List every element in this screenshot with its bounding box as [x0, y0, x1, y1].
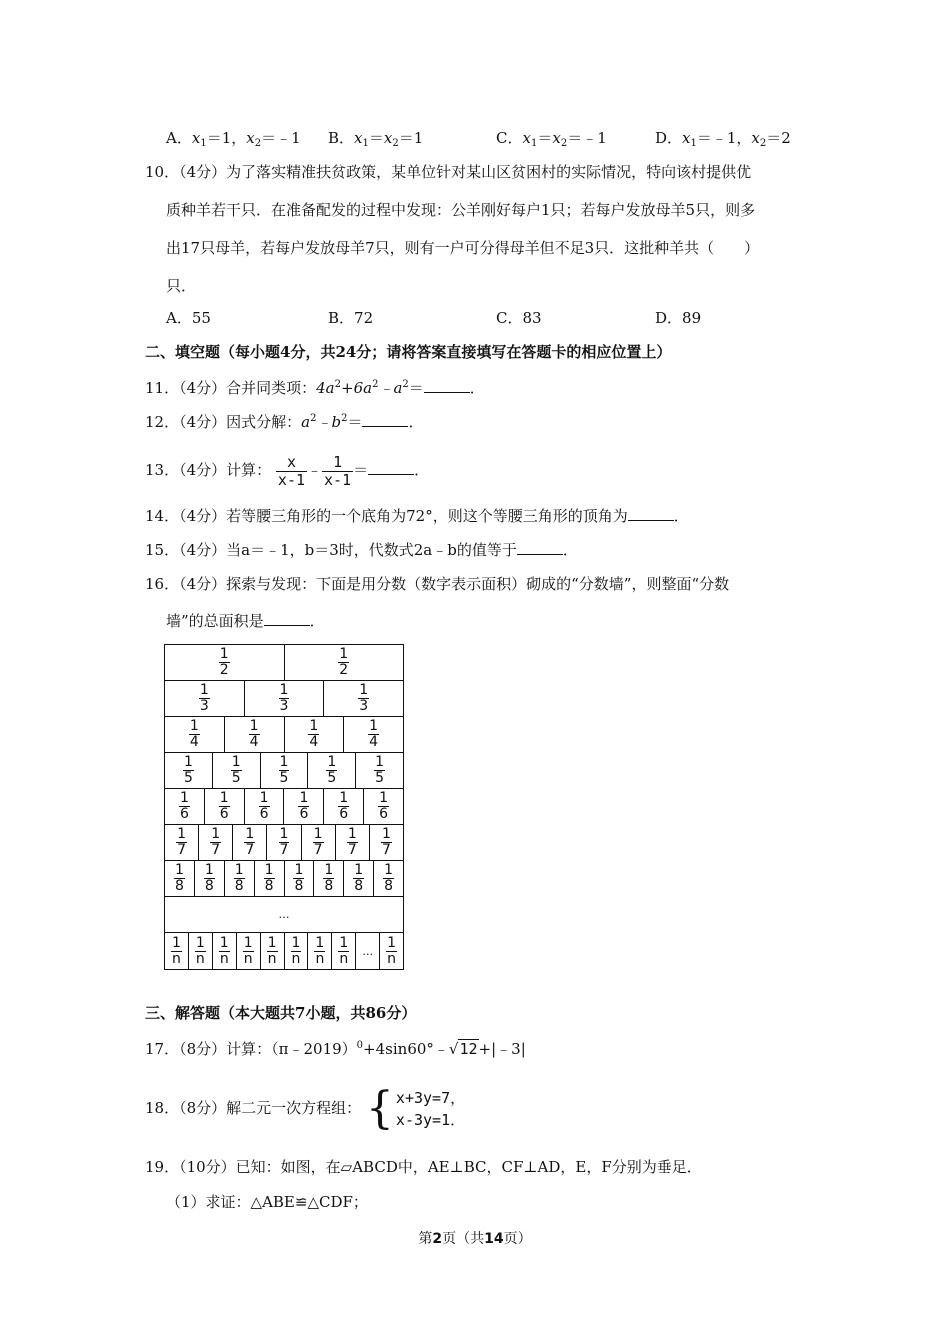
fraction — [176, 827, 187, 858]
fraction-denominator: 8 — [234, 878, 244, 894]
footer-post: 页） — [503, 1231, 532, 1247]
fraction — [279, 683, 290, 714]
fraction-denominator: 8 — [204, 878, 214, 894]
wall-cell — [261, 753, 309, 788]
footer-mid: 页（共 — [442, 1231, 485, 1247]
q13-f2-den: x-1 — [324, 470, 352, 489]
wall-row-7 — [165, 825, 403, 861]
fraction-numerator: 1 — [243, 934, 253, 951]
fraction-numerator: 1 — [339, 934, 349, 951]
q18-prefix: 18．（8分）解二元一次方程组： — [145, 1099, 362, 1117]
fraction-numerator: 1 — [384, 862, 394, 878]
q10-option-d: D．89 — [655, 309, 702, 327]
fraction — [243, 936, 254, 967]
wall-cell — [225, 861, 255, 896]
wall-cell — [285, 933, 309, 969]
q13-fraction-1 — [276, 454, 307, 489]
wall-cell — [195, 861, 225, 896]
q16-line2 — [166, 611, 325, 631]
q18-equation-system — [365, 1083, 466, 1134]
q17-exp: 0 — [356, 1040, 364, 1051]
fraction-denominator: 8 — [174, 878, 184, 894]
wall-cell — [165, 933, 189, 969]
fraction — [383, 863, 394, 894]
fraction-numerator: 1 — [219, 934, 229, 951]
fraction-denominator: 5 — [231, 770, 241, 786]
fraction-denominator: 7 — [313, 842, 323, 858]
q10-line3: 出17只母羊，若每户发放母羊7只，则有一户可分得母羊但不足3只．这批种羊共（ ） — [166, 239, 760, 257]
fraction-numerator: 1 — [189, 718, 199, 734]
q13-prefix: 13．（4分）计算： — [145, 461, 272, 479]
fraction-numerator: 1 — [375, 754, 385, 770]
q12-prefix: 12．（4分）因式分解： — [145, 413, 302, 431]
wall-cell — [165, 861, 195, 896]
wall-cell — [374, 861, 403, 896]
q17-mid: +4sin60°﹣ — [363, 1040, 449, 1058]
fraction-numerator: 1 — [354, 862, 364, 878]
wall-cell — [225, 717, 285, 752]
fraction — [279, 827, 290, 858]
wall-cell — [165, 681, 245, 716]
footer-page-number: 2 — [432, 1231, 443, 1247]
q16-end: ． — [309, 612, 325, 630]
q11-answer-blank[interactable] — [424, 378, 470, 393]
footer-pre: 第 — [418, 1231, 433, 1247]
fraction — [244, 827, 255, 858]
fraction — [298, 791, 309, 822]
q19-sub1: （1）求证：△ABE≌△CDF； — [166, 1193, 368, 1211]
fraction-denominator: 6 — [219, 806, 229, 822]
fraction-numerator: 1 — [249, 718, 259, 734]
fraction-wall — [164, 644, 404, 970]
wall-cell — [213, 753, 261, 788]
fraction-denominator: 6 — [379, 806, 389, 822]
q12-b: ﹣b — [316, 413, 342, 431]
fraction — [183, 755, 194, 786]
fraction-denominator: 2 — [339, 662, 349, 678]
wall-cell — [324, 681, 403, 716]
fraction-denominator: 5 — [327, 770, 337, 786]
fraction-numerator: 1 — [339, 790, 349, 806]
fraction — [219, 936, 230, 967]
wall-row-n — [165, 933, 403, 969]
fraction-numerator: 1 — [211, 826, 221, 842]
fraction-numerator: 1 — [245, 826, 255, 842]
wall-cell — [285, 861, 315, 896]
fraction-numerator: 1 — [279, 826, 289, 842]
page-footer — [0, 1229, 950, 1249]
q11-term2: +6a — [341, 379, 373, 397]
fraction-denominator: 3 — [279, 698, 289, 714]
fraction — [279, 755, 290, 786]
q13-f1-num: x — [286, 452, 296, 471]
wall-cell — [285, 645, 404, 680]
wall-cell — [189, 933, 213, 969]
wall-row-8 — [165, 861, 403, 897]
q13-fraction-2 — [322, 454, 353, 489]
fraction-numerator: 1 — [279, 754, 289, 770]
footer-total-pages: 14 — [484, 1231, 504, 1247]
wall-cell — [344, 717, 403, 752]
fraction-numerator: 1 — [327, 754, 337, 770]
q10-option-a: A．55 — [166, 309, 211, 327]
wall-row-3 — [165, 681, 403, 717]
fraction-denominator: 8 — [324, 878, 334, 894]
q12-a: a — [301, 413, 311, 431]
wall-cell — [255, 861, 285, 896]
wall-row-2 — [165, 645, 403, 681]
section2-title: 二、填空题（每小题4分，共24分；请将答案直接填写在答题卡的相应位置上） — [145, 343, 672, 361]
ellipsis: … — [278, 908, 290, 921]
fraction — [291, 936, 302, 967]
fraction — [368, 719, 379, 750]
wall-cell — [165, 645, 285, 680]
fraction — [231, 755, 242, 786]
fraction — [210, 827, 221, 858]
wall-cell — [308, 933, 332, 969]
q16-line1: 16．（4分）探索与发现：下面是用分数（数字表示面积）砌成的“分数墙”，则整面“分数 — [145, 575, 730, 593]
q18-brace: { — [365, 1083, 394, 1134]
fraction — [264, 863, 275, 894]
q15 — [145, 540, 578, 560]
ellipsis: … — [362, 944, 374, 958]
fraction — [259, 791, 270, 822]
q15-text: 15．（4分）当a＝﹣1，b＝3时，代数式2a﹣b的值等于 — [145, 541, 517, 559]
q11-end: ． — [469, 379, 485, 397]
fraction-denominator: 7 — [211, 842, 221, 858]
fraction — [338, 647, 349, 678]
section3-title: 三、解答题（本大题共7小题，共86分） — [145, 1004, 417, 1022]
fraction-denominator: 8 — [354, 878, 364, 894]
q10-line4: 只． — [166, 277, 197, 295]
fraction — [174, 863, 185, 894]
wall-row-4 — [165, 717, 403, 753]
fraction — [199, 683, 210, 714]
fraction — [219, 647, 230, 678]
q13-f2-num: 1 — [333, 452, 343, 471]
fraction — [249, 719, 260, 750]
q13-answer-blank[interactable] — [368, 460, 414, 475]
fraction-numerator: 1 — [294, 862, 304, 878]
fraction-denominator: n — [267, 950, 277, 967]
fraction — [204, 863, 215, 894]
fraction-numerator: 1 — [171, 934, 181, 951]
wall-cell — [308, 753, 356, 788]
fraction — [314, 936, 325, 967]
q11-prefix: 11．（4分）合并同类项： — [145, 379, 317, 397]
wall-cell — [324, 789, 364, 824]
q13-minus: ﹣ — [307, 461, 323, 479]
q12-answer-blank[interactable] — [362, 412, 408, 427]
fraction-numerator: 1 — [204, 862, 214, 878]
fraction — [323, 863, 334, 894]
fraction-denominator: n — [387, 950, 397, 967]
wall-cell — [165, 753, 213, 788]
fraction-numerator: 1 — [339, 646, 349, 662]
fraction-numerator: 1 — [369, 718, 379, 734]
q11 — [145, 378, 485, 398]
fraction-denominator: 6 — [179, 806, 189, 822]
fraction — [381, 827, 392, 858]
fraction-numerator: 1 — [219, 790, 229, 806]
wall-cell — [245, 789, 285, 824]
fraction-numerator: 1 — [359, 682, 369, 698]
fraction-numerator: 1 — [315, 934, 325, 951]
q12-end: ． — [408, 413, 424, 431]
wall-cell — [213, 933, 237, 969]
q17-prefix: 17．（8分）计算：（π﹣2019） — [145, 1040, 357, 1058]
wall-cell — [245, 681, 325, 716]
fraction-denominator: 3 — [359, 698, 369, 714]
q10-option-c: C．83 — [496, 309, 542, 327]
fraction-denominator: n — [243, 950, 253, 967]
wall-cell — [165, 825, 199, 860]
q11-exp1: 2 — [334, 379, 342, 390]
fraction-numerator: 1 — [387, 934, 397, 951]
fraction — [338, 936, 349, 967]
q11-term1: 4a — [316, 379, 335, 397]
fraction-denominator: n — [315, 950, 325, 967]
q17-sqrt: √12 — [448, 1040, 478, 1058]
fraction-numerator: 1 — [264, 862, 274, 878]
fraction-denominator: 7 — [347, 842, 357, 858]
fraction-denominator: 3 — [199, 698, 209, 714]
wall-cell — [165, 789, 205, 824]
fraction — [308, 719, 319, 750]
fraction — [293, 863, 304, 894]
wall-row-5 — [165, 753, 403, 789]
fraction-numerator: 1 — [379, 790, 389, 806]
wall-row-6 — [165, 789, 403, 825]
fraction — [386, 936, 397, 967]
fraction — [347, 827, 358, 858]
fraction-numerator: 1 — [219, 646, 229, 662]
fraction-numerator: 1 — [299, 790, 309, 806]
q11-exp3: 2 — [402, 379, 409, 390]
fraction — [234, 863, 245, 894]
fraction — [338, 791, 349, 822]
wall-cell — [336, 825, 370, 860]
q16-line2-text: 墙”的总面积是 — [166, 612, 264, 630]
fraction — [358, 683, 369, 714]
q14-text: 14．（4分）若等腰三角形的一个底角为72°，则这个等腰三角形的顶角为 — [145, 507, 628, 525]
q18 — [145, 1082, 465, 1134]
wall-cell — [302, 825, 336, 860]
fraction-numerator: 1 — [291, 934, 301, 951]
fraction-numerator: 1 — [199, 682, 209, 698]
fraction-numerator: 1 — [279, 682, 289, 698]
wall-cell — [237, 933, 261, 969]
wall-cell — [285, 717, 345, 752]
fraction-numerator: 1 — [347, 826, 357, 842]
q18-equation-1: x+3y=7， — [395, 1089, 466, 1107]
q12-eq: ＝ — [347, 413, 363, 431]
fraction-numerator: 1 — [179, 790, 189, 806]
q17 — [145, 1039, 526, 1059]
q10-option-b: B．72 — [328, 309, 374, 327]
fraction-denominator: n — [219, 950, 229, 967]
fraction-numerator: 1 — [324, 862, 334, 878]
fraction-denominator: 4 — [249, 734, 259, 750]
wall-cell — [267, 825, 301, 860]
wall-row-ellipsis — [165, 897, 403, 933]
wall-cell — [364, 789, 403, 824]
q10-line1: 10．（4分）为了落实精准扶贫政策，某单位针对某山区贫困村的实际情况，特向该村提供优 — [145, 163, 752, 181]
q13-f1-den: x-1 — [277, 470, 306, 489]
wall-cell — [314, 861, 344, 896]
fraction-denominator: 6 — [339, 806, 349, 822]
q9-option-c: C．$x_1=x_2=﹣1$ — [496, 129, 607, 149]
fraction-denominator: 7 — [279, 842, 289, 858]
q19-line1: 19．（10分）已知：如图，在▱ABCD中，AE⊥BC，CF⊥AD，E，F分别为垂足． — [145, 1158, 702, 1176]
q14-answer-blank[interactable] — [628, 506, 674, 521]
fraction — [313, 827, 324, 858]
wall-cell — [370, 825, 403, 860]
fraction — [353, 863, 364, 894]
fraction-denominator: 8 — [384, 878, 394, 894]
fraction-denominator: 5 — [375, 770, 385, 786]
fraction-denominator: 5 — [183, 770, 193, 786]
fraction — [374, 755, 385, 786]
q13-eq: ＝ — [353, 461, 369, 479]
q11-exp2: 2 — [372, 379, 379, 390]
q12-exp2: 2 — [341, 413, 348, 424]
fraction-numerator: 1 — [183, 754, 193, 770]
fraction-numerator: 1 — [309, 718, 319, 734]
q11-term3: ﹣a — [378, 379, 403, 397]
wall-cell — [261, 933, 285, 969]
q15-end: ． — [562, 541, 578, 559]
fraction-denominator: 5 — [279, 770, 289, 786]
q18-equation-2: x-3y=1． — [395, 1111, 466, 1129]
fraction-denominator: 8 — [264, 878, 274, 894]
fraction — [267, 936, 278, 967]
q10-line2: 质种羊若干只．在准备配发的过程中发现：公羊刚好每户1只；若每户发放母羊5只，则多 — [166, 201, 756, 219]
wall-cell — [356, 933, 380, 969]
fraction-denominator: 7 — [245, 842, 255, 858]
q14-end: ． — [673, 507, 689, 525]
q13-end: ． — [414, 461, 430, 479]
fraction-numerator: 1 — [177, 826, 187, 842]
wall-cell — [165, 717, 225, 752]
wall-cell — [284, 789, 324, 824]
q17-radicand: 12 — [459, 1040, 478, 1058]
q17-end: +|﹣3| — [478, 1040, 526, 1058]
fraction — [171, 936, 182, 967]
fraction-denominator: 7 — [177, 842, 187, 858]
fraction-numerator: 1 — [195, 934, 205, 951]
fraction — [326, 755, 337, 786]
fraction — [189, 719, 200, 750]
fraction-denominator: n — [291, 950, 301, 967]
wall-cell — [344, 861, 374, 896]
wall-cell — [332, 933, 356, 969]
wall-cell — [199, 825, 233, 860]
fraction-denominator: 4 — [189, 734, 199, 750]
q9-option-b: B．$x_1=x_2=1$ — [328, 129, 424, 149]
q14 — [145, 506, 689, 526]
wall-cell — [205, 789, 245, 824]
q9-option-a: A．$x_1=1$，$x_2=﹣1$ — [166, 129, 301, 149]
fraction-numerator: 1 — [259, 790, 269, 806]
fraction-numerator: 1 — [234, 862, 244, 878]
wall-cell — [233, 825, 267, 860]
q13 — [145, 450, 429, 490]
fraction-denominator: 4 — [369, 734, 379, 750]
fraction-numerator: 1 — [267, 934, 277, 951]
fraction-denominator: n — [339, 950, 349, 967]
fraction-denominator: 8 — [294, 878, 304, 894]
fraction-numerator: 1 — [231, 754, 241, 770]
fraction-numerator: 1 — [381, 826, 391, 842]
fraction — [378, 791, 389, 822]
fraction-numerator: 1 — [313, 826, 323, 842]
fraction-denominator: 6 — [299, 806, 309, 822]
fraction — [179, 791, 190, 822]
fraction-denominator: 6 — [259, 806, 269, 822]
fraction — [195, 936, 206, 967]
q11-eq: ＝ — [408, 379, 424, 397]
wall-cell — [380, 933, 403, 969]
fraction-denominator: n — [195, 950, 205, 967]
fraction-denominator: 4 — [309, 734, 319, 750]
fraction-denominator: 7 — [381, 842, 391, 858]
fraction-denominator: 2 — [219, 662, 229, 678]
fraction-numerator: 1 — [174, 862, 184, 878]
q9-option-d: D．$x_1=﹣1$，$x_2=2$ — [655, 129, 791, 149]
q15-answer-blank[interactable] — [517, 540, 563, 555]
fraction — [219, 791, 230, 822]
wall-cell — [356, 753, 403, 788]
q12 — [145, 412, 423, 432]
q16-answer-blank[interactable] — [264, 611, 310, 626]
fraction-denominator: n — [172, 950, 181, 967]
q12-exp1: 2 — [310, 413, 317, 424]
